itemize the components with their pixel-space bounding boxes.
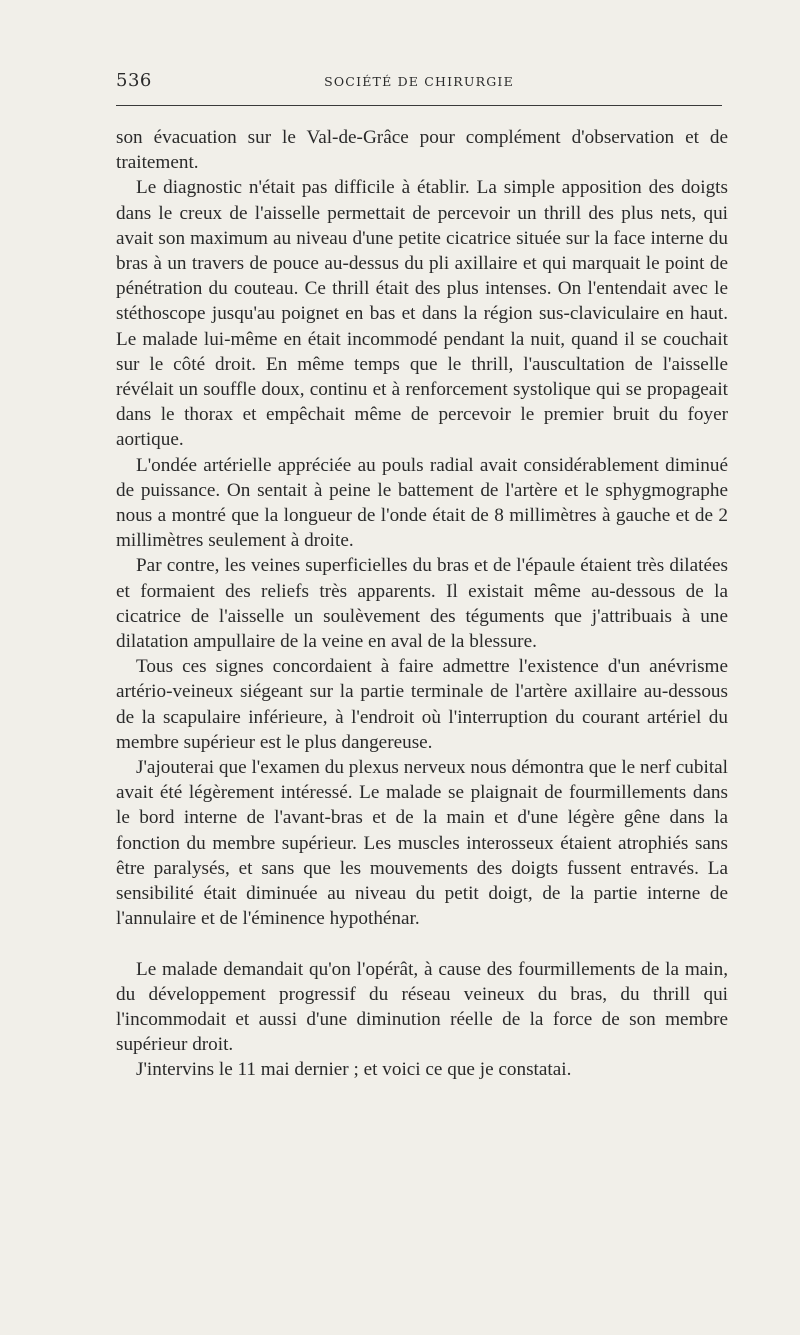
paragraph: son évacuation sur le Val-de-Grâce pour complément d'observation et de traitement. <box>116 127 728 174</box>
header-rule <box>116 105 722 106</box>
paragraph: J'intervins le 11 mai dernier ; et voici ce que je constatai. <box>136 1059 572 1081</box>
page-number: 536 <box>116 70 152 91</box>
paragraph: Par contre, les veines superficielles du bras et de l'épaule étaient très dilatées et formaient des reliefs très apparents. Il existait même au-dessous de la cicatrice de l'aisselle un soulèvement des téguments que j'attribuais à une dilatation ampullaire de la veine en aval de la blessure. <box>116 555 728 653</box>
running-title: SOCIÉTÉ DE CHIRURGIE <box>324 74 514 89</box>
paragraph: Le malade demandait qu'on l'opérât, à cause des fourmillements de la main, du développement progressif du réseau veineux du bras, du thrill qui l'incommodait et aussi d'une diminution réelle de la force de son membre supérieur droit. <box>116 958 728 1056</box>
page-header <box>116 70 722 94</box>
paragraph: J'ajouterai que l'examen du plexus nerveux nous démontra que le nerf cubital avait été légèrement intéressé. Le malade se plaignait de fourmillements dans le bord interne de l'avant-bras et de la main et d'une légère gêne dans la fonction du membre supérieur. Les muscles interosseux étaient atrophiés sans être paralysés, et sans que les mouvements des doigts fussent entravés. La sensibilité était diminuée au niveau du petit doigt, de la partie interne de l'annulaire et de l'éminence hypothénar. <box>116 757 728 930</box>
paragraph: Tous ces signes concordaient à faire admettre l'existence d'un anévrisme artério-veineux siégeant sur la partie terminale de l'artère axillaire au-dessous de la scapulaire inférieure, à l'endroit où l'interruption du courant artériel du membre supérieur est le plus dangereuse. <box>116 656 728 753</box>
paragraph: L'ondée artérielle appréciée au pouls radial avait considérablement diminué de puissance. On sentait à peine le battement de l'artère et le sphygmographe nous a montré que la longueur de l'onde était de 8 millimètres à gauche et de 2 millimètres seulement à droite. <box>116 454 728 552</box>
body-text <box>116 125 728 1083</box>
paragraph: Le diagnostic n'était pas difficile à établir. La simple apposition des doigts dans le creux de l'aisselle permettait de percevoir un thrill des plus nets, qui avait son maximum au niveau d'une petite cicatrice située sur la face interne du bras à un travers de pouce au-dessus du pli axillaire et qui marquait le point de pénétration du couteau. Ce thrill était des plus intenses. On l'entendait avec le stéthoscope jusqu'au poignet en bas et dans la région sus-claviculaire en haut. Le malade lui-même en était incommodé pendant la nuit, quand il se couchait sur le côté droit. En même temps que le thrill, l'auscultation de l'aisselle révélait un souffle doux, continu et à renforcement systolique qui se propageait dans le thorax et empêchait même de percevoir le premier bruit du foyer aortique. <box>116 177 728 451</box>
